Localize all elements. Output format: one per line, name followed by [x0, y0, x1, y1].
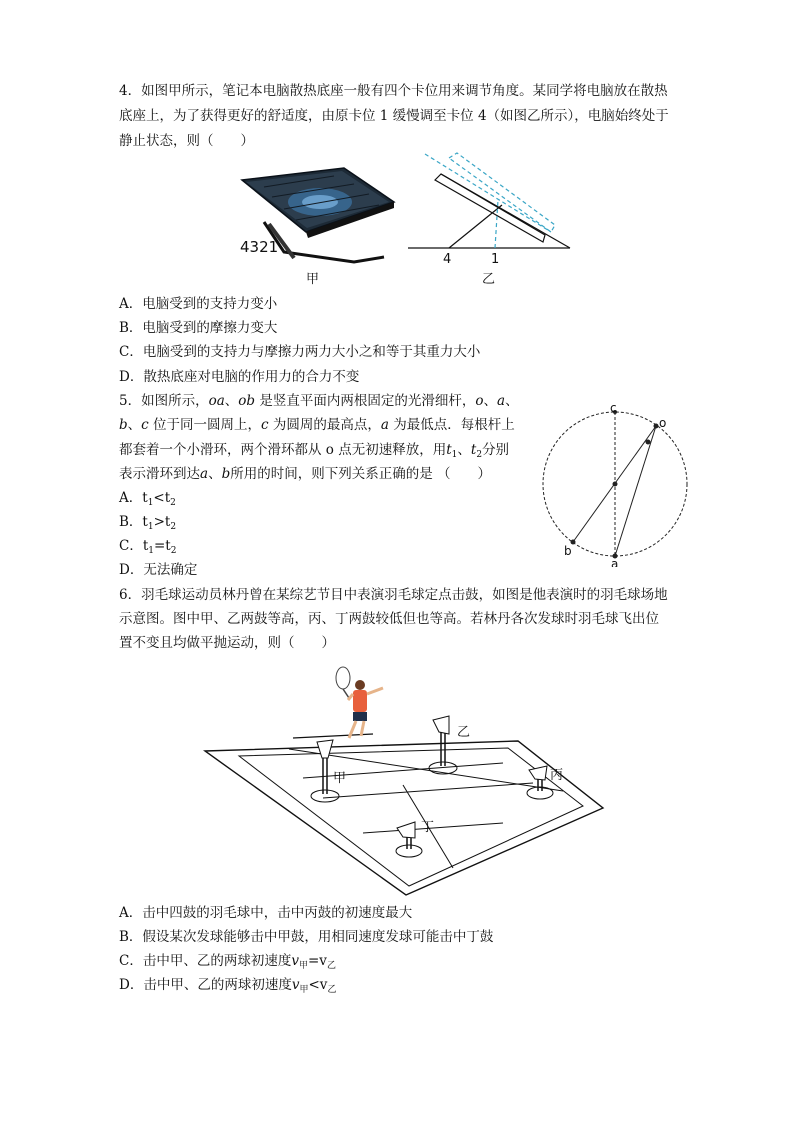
- q5-text: <t: [153, 490, 171, 506]
- q5-stem-line-3: [119, 440, 509, 465]
- q5-sub: 2: [476, 450, 483, 460]
- q6-sub: 乙: [327, 985, 337, 995]
- q5-text: 分别: [482, 442, 510, 458]
- q4-option-d: D．散热底座对电脑的作用力的合力不变: [119, 369, 360, 385]
- q5-sub: 2: [170, 546, 177, 556]
- q6-text: <v: [308, 977, 328, 993]
- q6-sub: 乙: [326, 961, 336, 971]
- q5-option-b: [119, 512, 176, 537]
- q5-fig-label-o: o: [659, 416, 667, 430]
- q5-text: =t: [154, 538, 171, 554]
- q6-stem-line-1: 6．羽毛球运动员林丹曾在某综艺节目中表演羽毛球定点击鼓，如图是他表演时的羽毛球场地: [119, 587, 668, 603]
- drum-ding: [396, 822, 422, 857]
- fig-yi-position-1: 1: [491, 252, 500, 267]
- q5-var-b: b: [119, 417, 128, 433]
- q5-sub: 1: [147, 522, 154, 532]
- q5-var-a: a: [497, 393, 506, 409]
- q5-text: 所用的时间，则下列关系正确的是 （ ）: [230, 466, 492, 482]
- q5-text: 都套着一个小滑环，两个滑环都从 o 点无初速释放，用: [119, 442, 447, 458]
- q5-text: C．t: [119, 538, 149, 554]
- q6-sub: 甲: [299, 985, 309, 995]
- drum-jia-label: 甲: [333, 771, 347, 786]
- q5-sep: 、: [457, 442, 471, 458]
- q4-stem-line-3: 静止状态，则（ ）: [119, 133, 254, 149]
- q6-option-d: [119, 975, 336, 1000]
- q5-stem-line-1: 5．如图所示，oa、ob 是竖直平面内两根固定的光滑细杆，o、a、: [119, 393, 519, 409]
- q5-text: 为圆周的最高点，: [268, 417, 381, 433]
- q5-text: A．t: [119, 490, 148, 506]
- q5-text: 是竖直平面内两根固定的光滑细杆，: [255, 393, 476, 409]
- q4-option-c: C．电脑受到的支持力与摩擦力两力大小之和等于其重力大小: [119, 344, 481, 360]
- drum-yi-label: 乙: [457, 725, 471, 740]
- fig-jia-slot-numbers: 4321: [240, 238, 279, 256]
- q5-sub: 2: [170, 522, 177, 532]
- q6-stem-line-3: 置不变且均做平抛运动，则（ ）: [119, 635, 335, 651]
- q6-var-v: v: [291, 977, 300, 993]
- q6-option-c: [119, 951, 336, 976]
- q5-sub: 1: [451, 450, 458, 460]
- fig-jia-label: 甲: [306, 272, 320, 287]
- q5-var-c: c: [141, 417, 149, 433]
- q6-var-v: v: [291, 953, 299, 969]
- q5-sep: 、: [208, 466, 222, 482]
- fig-yi-label: 乙: [482, 272, 496, 287]
- drum-yi: [429, 716, 457, 774]
- q5-option-c: [119, 536, 176, 561]
- q6-option-a: A．击中四鼓的羽毛球中，击中丙鼓的初速度最大: [119, 905, 413, 921]
- q5-stem-line-2: [119, 415, 515, 435]
- q5-text: B．t: [119, 514, 148, 530]
- q4-option-a: A．电脑受到的支持力变小: [119, 296, 278, 312]
- q5-sep: 、: [127, 417, 142, 433]
- q5-var-o: o: [475, 393, 484, 409]
- q5-text: 表示滑环到达: [119, 466, 200, 482]
- q5-sub: 2: [170, 498, 176, 508]
- q5-sub: 1: [148, 546, 154, 556]
- q6-option-b: B．假设某次发球能够击中甲鼓，用相同速度发球可能击中丁鼓: [119, 929, 494, 945]
- q5-var-oa: oa: [208, 393, 225, 409]
- q4-stem-line-1: 4．如图甲所示，笔记本电脑散热底座一般有四个卡位用来调节角度。某同学将电脑放在散热: [119, 83, 668, 99]
- q5-option-a: [119, 488, 176, 513]
- q5-var-t1: t: [446, 442, 452, 458]
- q6-text: C．击中甲、乙的两球初速度: [119, 953, 292, 969]
- figure-yi-incline: [405, 150, 575, 290]
- q5-var-ob: ob: [238, 393, 256, 409]
- player-figure: [336, 667, 383, 738]
- drum-bing-label: 丙: [550, 768, 564, 783]
- figure-q5-circle: [538, 402, 693, 567]
- q5-var-c: c: [261, 417, 269, 433]
- q6-stem-line-2: 示意图。图中甲、乙两鼓等高，丙、丁两鼓较低但也等高。若林丹各次发球时羽毛球飞出位: [119, 611, 659, 627]
- figure-jia-cooling-stand: [234, 162, 404, 292]
- q6-text: =v: [308, 953, 327, 969]
- q5-text: >t: [153, 514, 171, 530]
- q5-var-a: a: [380, 417, 389, 433]
- drum-ding-label: 丁: [421, 820, 435, 835]
- q5-var-t2: t: [470, 442, 477, 458]
- q5-option-d: D．无法确定: [119, 562, 198, 578]
- q5-var-b: b: [221, 466, 231, 482]
- q4-stem-line-2: 底座上，为了获得更好的舒适度，由原卡位 1 缓慢调至卡位 4（如图乙所示），电脑始终处于: [119, 108, 669, 124]
- q5-stem-line-4: [119, 464, 491, 484]
- q6-sub: 甲: [298, 961, 308, 971]
- q5-sep: 、: [224, 393, 239, 409]
- q5-var-a: a: [200, 466, 209, 482]
- q5-text: 位于同一圆周上，: [148, 417, 262, 433]
- figure-q6-badminton-court: [203, 658, 605, 898]
- q4-option-b: B．电脑受到的摩擦力变大: [119, 320, 278, 336]
- q5-text: 为最低点．每根杆上: [388, 417, 515, 433]
- q5-fig-label-a: a: [611, 557, 619, 567]
- q5-fig-label-c: c: [610, 402, 617, 415]
- q6-text: D．击中甲、乙的两球初速度: [119, 977, 292, 993]
- fig-yi-position-4: 4: [443, 252, 452, 267]
- q5-fig-label-b: b: [564, 544, 572, 558]
- q5-text: 5．如图所示，: [119, 393, 209, 409]
- q5-sub: 1: [147, 498, 154, 508]
